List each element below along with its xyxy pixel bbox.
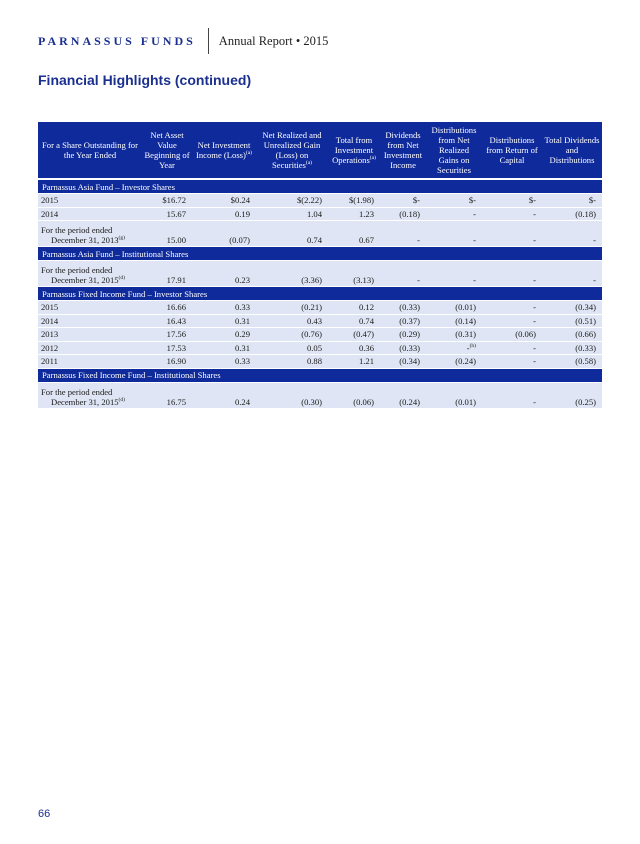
row-label-line2: December 31, 2015: [51, 396, 119, 407]
table-cell: -: [426, 207, 482, 221]
row-label: [38, 221, 142, 247]
col-header-nii: Net Investment Income (Loss)$^{(a)}$: [192, 122, 256, 179]
col-header-total-dist: Total Dividends and Distributions: [542, 122, 602, 179]
table-cell: 0.24: [192, 382, 256, 408]
col-header-nav: Net Asset Value Beginning of Year: [142, 122, 192, 179]
table-cell: (0.24): [426, 355, 482, 369]
table-cell: (0.47): [328, 328, 380, 342]
table-cell: -: [482, 355, 542, 369]
table-cell: (0.21): [256, 301, 328, 315]
table-cell: 0.19: [192, 207, 256, 221]
table-cell: 0.36: [328, 341, 380, 355]
table-cell: 0.43: [256, 314, 328, 328]
row-label-line1: For the period ended: [41, 265, 113, 275]
page-number: 66: [38, 808, 51, 820]
table-cell: 17.56: [142, 328, 192, 342]
table-cell: (0.07): [192, 221, 256, 247]
table-cell: (0.37): [380, 314, 426, 328]
col-header-dist-gains: Distributions from Net Realized Gains on Securities: [426, 122, 482, 179]
table-row: [38, 382, 602, 408]
table-cell: 1.21: [328, 355, 380, 369]
fund-group-title: Parnassus Asia Fund – Investor Shares: [38, 179, 602, 194]
table-cell: (0.01): [426, 301, 482, 315]
table-cell: -: [380, 221, 426, 247]
col-header-gain: Net Realized and Unrealized Gain (Loss) on Securities$^{(a)}$: [256, 122, 328, 179]
table-row: [38, 194, 602, 208]
table-cell: 15.67: [142, 207, 192, 221]
table-cell: 17.53: [142, 341, 192, 355]
table-cell: -: [542, 261, 602, 287]
table-cell: $-: [482, 194, 542, 208]
table-cell: (0.14): [426, 314, 482, 328]
footnote-marker: (d): [118, 275, 125, 282]
table-cell: 15.00: [142, 221, 192, 247]
table-cell: 16.75: [142, 382, 192, 408]
row-label: [38, 261, 142, 287]
row-label: 2014: [38, 314, 142, 328]
table-cell: 16.43: [142, 314, 192, 328]
footnote-marker: (d): [118, 396, 125, 403]
table-cell: (0.34): [542, 301, 602, 315]
table-cell: 1.23: [328, 207, 380, 221]
table-cell: $-: [380, 194, 426, 208]
table-cell: 0.74: [328, 314, 380, 328]
table-cell: (0.06): [482, 328, 542, 342]
table-cell: 0.33: [192, 355, 256, 369]
table-cell: -: [482, 261, 542, 287]
brand-logo: PARNASSUS FUNDS: [38, 33, 196, 48]
table-cell: (0.18): [380, 207, 426, 221]
table-cell: $16.72: [142, 194, 192, 208]
table-cell: 17.91: [142, 261, 192, 287]
table-cell: (0.76): [256, 328, 328, 342]
fund-group-header: [38, 247, 602, 261]
row-label-line1: For the period ended: [41, 225, 113, 235]
table-cell: (0.24): [380, 382, 426, 408]
table-cell: (0.18): [542, 207, 602, 221]
table-cell: (0.58): [542, 355, 602, 369]
table-cell: (0.01): [426, 382, 482, 408]
financial-highlights-table: [38, 122, 602, 409]
section-title: Financial Highlights (continued): [38, 72, 252, 88]
table-cell: (0.25): [542, 382, 602, 408]
fund-group-header: [38, 368, 602, 382]
row-label-line2: December 31, 2015: [51, 275, 119, 285]
table-cell: (0.33): [380, 341, 426, 355]
table-row: [38, 314, 602, 328]
fund-group-header: [38, 287, 602, 301]
table-cell: 16.66: [142, 301, 192, 315]
table-cell: 0.12: [328, 301, 380, 315]
table-cell: (0.66): [542, 328, 602, 342]
fund-group-title: Parnassus Fixed Income Fund – Institutional Shares: [38, 368, 602, 382]
table-cell: 16.90: [142, 355, 192, 369]
col-header-dividends: Dividends from Net Investment Income: [380, 122, 426, 179]
col-header-return-capital: Distributions from Return of Capital: [482, 122, 542, 179]
table-cell: 0.05: [256, 341, 328, 355]
row-label: 2015: [38, 301, 142, 315]
table-cell: -: [482, 382, 542, 408]
table-row: [38, 207, 602, 221]
table-cell: (0.30): [256, 382, 328, 408]
row-label: 2012: [38, 341, 142, 355]
fund-group-header: [38, 179, 602, 194]
table-cell: -: [482, 314, 542, 328]
table-row: [38, 355, 602, 369]
row-label: [38, 382, 142, 408]
table-cell: $(2.22): [256, 194, 328, 208]
table-row: [38, 328, 602, 342]
footnote-marker: (h): [469, 342, 476, 349]
table-cell: (0.33): [380, 301, 426, 315]
fund-group-title: Parnassus Fixed Income Fund – Investor Shares: [38, 287, 602, 301]
table-cell: $-: [426, 194, 482, 208]
table-cell: -: [482, 221, 542, 247]
table-cell: 0.88: [256, 355, 328, 369]
table-cell: 0.33: [192, 301, 256, 315]
table-cell: 1.04: [256, 207, 328, 221]
row-label: 2014: [38, 207, 142, 221]
table-cell: -: [542, 221, 602, 247]
table-cell: 0.29: [192, 328, 256, 342]
table-cell: 0.23: [192, 261, 256, 287]
header-row: [38, 122, 602, 179]
row-label-line2: December 31, 2013: [51, 235, 119, 245]
table-cell: 0.31: [192, 341, 256, 355]
table-cell: (3.13): [328, 261, 380, 287]
table-cell: $-: [542, 194, 602, 208]
report-title: Annual Report • 2015: [218, 33, 329, 48]
table-cell: (0.31): [426, 328, 482, 342]
col-header-total-ops: Total from Investment Operations$^{(a)}$: [328, 122, 380, 179]
table-cell: (0.33): [542, 341, 602, 355]
table-row: [38, 221, 602, 247]
table-cell: $0.24: [192, 194, 256, 208]
table-cell: 0.31: [192, 314, 256, 328]
table-cell: -: [482, 207, 542, 221]
table-cell: (0.06): [328, 382, 380, 408]
fund-group-title: Parnassus Asia Fund – Institutional Shares: [38, 247, 602, 261]
table-cell: -: [380, 261, 426, 287]
table-row: [38, 261, 602, 287]
table-cell: -: [426, 221, 482, 247]
row-label-line1: For the period ended: [41, 386, 113, 397]
table-cell: 0.67: [328, 221, 380, 247]
table-cell: -$^{(h)}$: [426, 341, 482, 355]
table-cell: $(1.98): [328, 194, 380, 208]
table-cell: -: [482, 341, 542, 355]
row-label: 2011: [38, 355, 142, 369]
table-row: [38, 341, 602, 355]
page-header: [38, 30, 328, 52]
table-row: [38, 301, 602, 315]
header-divider: [208, 28, 209, 54]
table-cell: (0.51): [542, 314, 602, 328]
row-label: 2015: [38, 194, 142, 208]
table-cell: (3.36): [256, 261, 328, 287]
table-cell: (0.34): [380, 355, 426, 369]
table-cell: -: [426, 261, 482, 287]
col-header-period: For a Share Outstanding for the Year Ended: [38, 122, 142, 179]
row-label: 2013: [38, 328, 142, 342]
footnote-marker: (g): [118, 235, 125, 242]
table-cell: -: [482, 301, 542, 315]
table-cell: 0.74: [256, 221, 328, 247]
table-cell: (0.29): [380, 328, 426, 342]
